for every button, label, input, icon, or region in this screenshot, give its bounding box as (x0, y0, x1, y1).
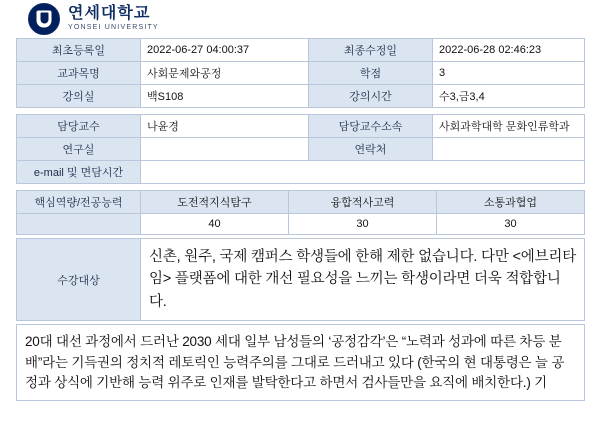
university-wordmark (68, 6, 159, 31)
table-row (17, 214, 585, 235)
core-competency-table (16, 190, 585, 235)
professor-info-table (16, 114, 585, 184)
table-row (17, 325, 585, 401)
table-row (17, 115, 585, 138)
value-office (141, 138, 309, 161)
label-contact: 연락처 (309, 138, 433, 161)
label-first-registered: 최초등록일 (17, 39, 141, 62)
table-row (17, 191, 585, 214)
table-row (17, 85, 585, 108)
university-name-en: YONSEI UNIVERSITY (68, 24, 159, 32)
target-audience-table (16, 238, 585, 321)
value-challenging-inquiry: 40 (141, 214, 289, 235)
column-header-challenging-inquiry: 도전적지식탐구 (141, 191, 289, 214)
label-professor: 담당교수 (17, 115, 141, 138)
value-class-time: 수3,금3,4 (433, 85, 585, 108)
label-last-modified: 최종수정일 (309, 39, 433, 62)
value-last-modified: 2022-06-28 02:46:23 (433, 39, 585, 62)
value-classroom: 백S108 (141, 85, 309, 108)
value-contact (433, 138, 585, 161)
value-convergent-thinking: 30 (289, 214, 437, 235)
label-credits: 학점 (309, 62, 433, 85)
table-row (17, 39, 585, 62)
value-course-description: 20대 대선 과정에서 드러난 2030 세대 일부 남성들의 ‘공정감각’은 “노력과 성과에 따른 차등 분배”라는 기득권의 정치적 레토릭인 능력주의를 그대로 드러내고 있다 (한국의 현 대통령은 늘 공정과 상식에 기반해 능력 위주로 인재를 발탁한다고 하면서 검사들만을 요직에 배치한다.) 기 (17, 325, 585, 401)
value-professor: 나윤경 (141, 115, 309, 138)
value-communication-collaboration: 30 (437, 214, 585, 235)
table-row (17, 62, 585, 85)
label-target-audience: 수강대상 (17, 239, 141, 321)
label-course-name: 교과목명 (17, 62, 141, 85)
value-email-office-hours (141, 161, 585, 184)
university-header (0, 0, 600, 38)
column-header-communication-collaboration: 소통과협업 (437, 191, 585, 214)
value-first-registered: 2022-06-27 04:00:37 (141, 39, 309, 62)
value-professor-dept: 사회과학대학 문화인류학과 (433, 115, 585, 138)
label-core-competency: 핵심역량/전공능력 (17, 191, 141, 214)
label-office: 연구실 (17, 138, 141, 161)
competency-values-row-label (17, 214, 141, 235)
value-target-audience: 신촌, 원주, 국제 캠퍼스 학생들에 한해 제한 없습니다. 다만 <에브리타임> 플랫폼에 대한 개선 필요성을 느끼는 학생이라면 더욱 적합합니다. (141, 239, 585, 321)
value-credits: 3 (433, 62, 585, 85)
table-row (17, 161, 585, 184)
label-classroom: 강의실 (17, 85, 141, 108)
column-header-convergent-thinking: 융합적사고력 (289, 191, 437, 214)
yonsei-crest-icon (28, 3, 60, 35)
university-name-kr: 연세대학교 (68, 5, 151, 23)
course-info-table (16, 38, 585, 108)
course-description-table (16, 324, 585, 401)
label-class-time: 강의시간 (309, 85, 433, 108)
label-professor-dept: 담당교수소속 (309, 115, 433, 138)
table-row (17, 138, 585, 161)
crest-shield-shape (37, 11, 52, 28)
value-course-name: 사회문제와공정 (141, 62, 309, 85)
label-email-office-hours: e-mail 및 면담시간 (17, 161, 141, 184)
table-row (17, 239, 585, 321)
